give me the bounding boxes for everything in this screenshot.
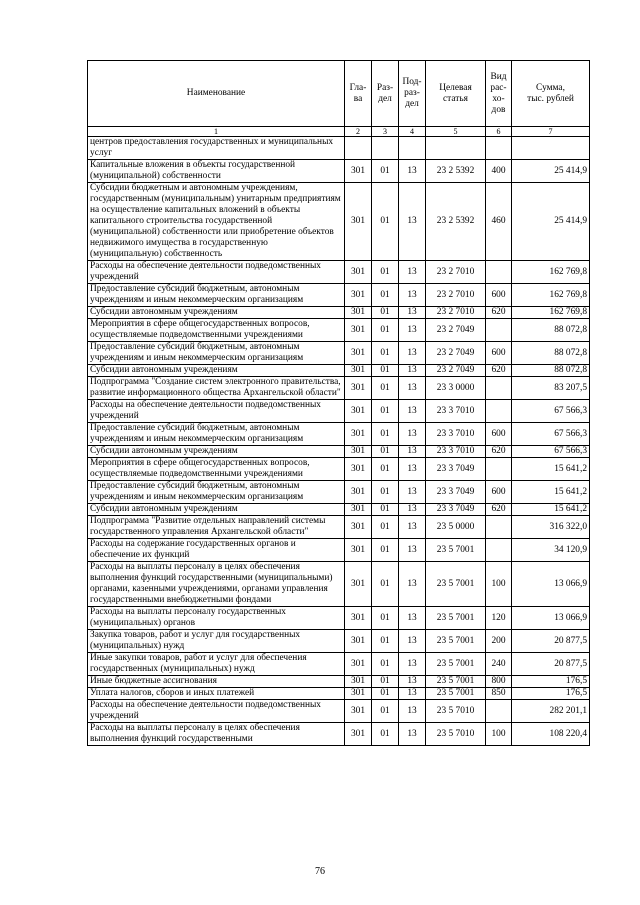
row-target-cell: 23 3 7010 [426, 423, 486, 446]
row-vid-cell: 620 [486, 365, 512, 377]
col-number: 2 [345, 127, 372, 137]
row-glava-cell: 301 [345, 700, 372, 723]
row-podrazdel-cell: 13 [399, 342, 426, 365]
row-podrazdel-cell: 13 [399, 676, 426, 688]
row-razdel-cell: 01 [372, 284, 399, 307]
row-sum-cell: 34 120,9 [512, 539, 590, 562]
row-target-cell: 23 2 7049 [426, 342, 486, 365]
row-sum-cell: 67 566,3 [512, 423, 590, 446]
row-podrazdel-cell: 13 [399, 307, 426, 319]
row-razdel-cell: 01 [372, 539, 399, 562]
table-row [88, 653, 590, 676]
table-row [88, 562, 590, 607]
row-podrazdel-cell: 13 [399, 607, 426, 630]
row-razdel-cell: 01 [372, 342, 399, 365]
row-sum-cell: 67 566,3 [512, 400, 590, 423]
row-target-cell: 23 2 7010 [426, 307, 486, 319]
row-name-cell: Уплата налогов, сборов и иных платежей [88, 688, 345, 700]
row-glava-cell: 301 [345, 342, 372, 365]
row-sum-cell: 25 414,9 [512, 183, 590, 261]
row-podrazdel-cell: 13 [399, 319, 426, 342]
row-sum-cell: 20 877,5 [512, 630, 590, 653]
row-vid-cell: 800 [486, 676, 512, 688]
row-name-cell: Предоставление субсидий бюджетным, автономным учреждениям и иным некоммерческим организациям [88, 342, 345, 365]
row-target-cell: 23 2 7010 [426, 284, 486, 307]
row-sum-cell: 176,5 [512, 676, 590, 688]
row-vid-cell [486, 458, 512, 481]
row-razdel-cell: 01 [372, 504, 399, 516]
row-name-cell: Капитальные вложения в объекты государственной (муниципальной) собственности [88, 160, 345, 183]
row-podrazdel-cell: 13 [399, 653, 426, 676]
row-vid-cell: 620 [486, 446, 512, 458]
row-glava-cell: 301 [345, 688, 372, 700]
row-vid-cell [486, 261, 512, 284]
row-glava-cell: 301 [345, 377, 372, 400]
row-razdel-cell: 01 [372, 365, 399, 377]
row-glava-cell: 301 [345, 400, 372, 423]
column-number-row [88, 127, 590, 137]
row-glava-cell: 301 [345, 365, 372, 377]
row-sum-cell: 162 769,8 [512, 284, 590, 307]
row-sum-cell: 316 322,0 [512, 516, 590, 539]
row-razdel-cell: 01 [372, 261, 399, 284]
row-target-cell: 23 5 7001 [426, 688, 486, 700]
row-sum-cell: 20 877,5 [512, 653, 590, 676]
row-name-cell: Расходы на содержание государственных органов и обеспечение их функций [88, 539, 345, 562]
row-podrazdel-cell: 13 [399, 284, 426, 307]
row-glava-cell: 301 [345, 516, 372, 539]
table-row [88, 400, 590, 423]
row-podrazdel-cell: 13 [399, 688, 426, 700]
table-row [88, 261, 590, 284]
row-razdel-cell: 01 [372, 723, 399, 746]
row-target-cell: 23 3 7049 [426, 481, 486, 504]
row-podrazdel-cell: 13 [399, 183, 426, 261]
row-glava-cell: 301 [345, 307, 372, 319]
row-podrazdel-cell: 13 [399, 516, 426, 539]
row-razdel-cell: 01 [372, 630, 399, 653]
row-vid-cell: 600 [486, 342, 512, 365]
row-vid-cell: 620 [486, 504, 512, 516]
row-podrazdel-cell: 13 [399, 365, 426, 377]
row-razdel-cell: 01 [372, 676, 399, 688]
row-razdel-cell: 01 [372, 562, 399, 607]
row-glava-cell: 301 [345, 284, 372, 307]
row-target-cell: 23 2 5392 [426, 183, 486, 261]
row-vid-cell: 850 [486, 688, 512, 700]
row-glava-cell: 301 [345, 183, 372, 261]
table-row [88, 423, 590, 446]
row-vid-cell: 100 [486, 562, 512, 607]
row-name-cell: Подпрограмма "Создание систем электронного правительства, развитие информационного общества Архангельской области" [88, 377, 345, 400]
row-razdel-cell: 01 [372, 607, 399, 630]
row-target-cell: 23 5 7001 [426, 607, 486, 630]
row-glava-cell: 301 [345, 630, 372, 653]
row-vid-cell: 600 [486, 423, 512, 446]
header-razdel: Раз- дел [372, 61, 399, 127]
row-name-cell: Субсидии автономным учреждениям [88, 504, 345, 516]
row-vid-cell [486, 539, 512, 562]
table-row [88, 377, 590, 400]
row-name-cell: Мероприятия в сфере общегосударственных вопросов, осуществляемые подведомственными учреждениями [88, 458, 345, 481]
header-target: Целевая статья [426, 61, 486, 127]
row-target-cell: 23 5 7001 [426, 562, 486, 607]
row-glava-cell: 301 [345, 423, 372, 446]
row-target-cell: 23 3 7049 [426, 458, 486, 481]
row-razdel-cell: 01 [372, 688, 399, 700]
row-glava-cell: 301 [345, 458, 372, 481]
row-sum-cell [512, 137, 590, 160]
row-glava-cell: 301 [345, 319, 372, 342]
row-glava-cell: 301 [345, 160, 372, 183]
row-glava-cell: 301 [345, 446, 372, 458]
row-glava-cell [345, 137, 372, 160]
row-name-cell: Расходы на выплаты персоналу государственных (муниципальных) органов [88, 607, 345, 630]
row-glava-cell: 301 [345, 261, 372, 284]
table-row [88, 365, 590, 377]
row-sum-cell: 25 414,9 [512, 160, 590, 183]
row-sum-cell: 88 072,8 [512, 342, 590, 365]
row-razdel-cell: 01 [372, 458, 399, 481]
header-podrazdel: Под- раз- дел [399, 61, 426, 127]
row-name-cell: Субсидии автономным учреждениям [88, 446, 345, 458]
row-razdel-cell [372, 137, 399, 160]
row-target-cell [426, 137, 486, 160]
row-razdel-cell: 01 [372, 653, 399, 676]
row-razdel-cell: 01 [372, 516, 399, 539]
header-sum: Сумма, тыс. рублей [512, 61, 590, 127]
row-name-cell: Предоставление субсидий бюджетным, автономным учреждениям и иным некоммерческим организациям [88, 481, 345, 504]
row-target-cell: 23 3 7010 [426, 446, 486, 458]
row-sum-cell: 108 220,4 [512, 723, 590, 746]
row-target-cell: 23 2 5392 [426, 160, 486, 183]
budget-table [87, 60, 590, 746]
row-name-cell: Расходы на обеспечение деятельности подведомственных учреждений [88, 700, 345, 723]
row-razdel-cell: 01 [372, 307, 399, 319]
table-row [88, 700, 590, 723]
row-glava-cell: 301 [345, 504, 372, 516]
table-row [88, 284, 590, 307]
row-vid-cell [486, 377, 512, 400]
table-row [88, 160, 590, 183]
row-target-cell: 23 5 0000 [426, 516, 486, 539]
row-vid-cell: 620 [486, 307, 512, 319]
page-number: 76 [315, 866, 325, 877]
row-podrazdel-cell: 13 [399, 377, 426, 400]
row-target-cell: 23 5 7001 [426, 676, 486, 688]
row-sum-cell: 162 769,8 [512, 261, 590, 284]
row-vid-cell [486, 137, 512, 160]
row-glava-cell: 301 [345, 539, 372, 562]
header-name: Наименование [88, 61, 345, 127]
row-sum-cell: 13 066,9 [512, 562, 590, 607]
row-sum-cell: 15 641,2 [512, 458, 590, 481]
row-sum-cell: 162 769,8 [512, 307, 590, 319]
row-razdel-cell: 01 [372, 183, 399, 261]
row-name-cell: Расходы на выплаты персоналу в целях обеспечения выполнения функций государственными [88, 723, 345, 746]
header-vid: Вид рас- хо- дов [486, 61, 512, 127]
row-vid-cell: 400 [486, 160, 512, 183]
row-glava-cell: 301 [345, 562, 372, 607]
row-sum-cell: 176,5 [512, 688, 590, 700]
row-podrazdel-cell: 13 [399, 700, 426, 723]
table-row [88, 504, 590, 516]
col-number: 3 [372, 127, 399, 137]
col-number: 5 [426, 127, 486, 137]
row-vid-cell [486, 700, 512, 723]
row-sum-cell: 88 072,8 [512, 319, 590, 342]
row-target-cell: 23 5 7001 [426, 653, 486, 676]
row-razdel-cell: 01 [372, 377, 399, 400]
row-podrazdel-cell: 13 [399, 481, 426, 504]
row-name-cell: Закупка товаров, работ и услуг для государственных (муниципальных) нужд [88, 630, 345, 653]
row-name-cell: центров предоставления государственных и муниципальных услуг [88, 137, 345, 160]
row-sum-cell: 15 641,2 [512, 504, 590, 516]
row-podrazdel-cell: 13 [399, 423, 426, 446]
row-glava-cell: 301 [345, 481, 372, 504]
row-target-cell: 23 3 0000 [426, 377, 486, 400]
row-sum-cell: 67 566,3 [512, 446, 590, 458]
row-sum-cell: 88 072,8 [512, 365, 590, 377]
table-row [88, 516, 590, 539]
row-target-cell: 23 2 7049 [426, 365, 486, 377]
row-name-cell: Подпрограмма "Развитие отдельных направлений системы государственного управления Архангельской области" [88, 516, 345, 539]
row-name-cell: Субсидии автономным учреждениям [88, 365, 345, 377]
row-podrazdel-cell: 13 [399, 458, 426, 481]
row-target-cell: 23 5 7010 [426, 723, 486, 746]
row-podrazdel-cell: 13 [399, 723, 426, 746]
row-name-cell: Расходы на выплаты персоналу в целях обеспечения выполнения функций государственными (муниципальными) органами, казенными учреждениями, органами управления государственными внебюджетными фондами [88, 562, 345, 607]
row-target-cell: 23 5 7001 [426, 539, 486, 562]
row-name-cell: Иные закупки товаров, работ и услуг для обеспечения государственных (муниципальных) нужд [88, 653, 345, 676]
col-number: 7 [512, 127, 590, 137]
table-row [88, 446, 590, 458]
row-vid-cell: 600 [486, 284, 512, 307]
row-sum-cell: 83 207,5 [512, 377, 590, 400]
row-vid-cell: 120 [486, 607, 512, 630]
row-name-cell: Субсидии автономным учреждениям [88, 307, 345, 319]
row-razdel-cell: 01 [372, 700, 399, 723]
row-glava-cell: 301 [345, 653, 372, 676]
row-target-cell: 23 2 7049 [426, 319, 486, 342]
row-razdel-cell: 01 [372, 319, 399, 342]
row-target-cell: 23 3 7010 [426, 400, 486, 423]
row-vid-cell: 240 [486, 653, 512, 676]
row-vid-cell: 460 [486, 183, 512, 261]
row-vid-cell: 600 [486, 481, 512, 504]
row-target-cell: 23 5 7010 [426, 700, 486, 723]
row-target-cell: 23 3 7049 [426, 504, 486, 516]
row-name-cell: Предоставление субсидий бюджетным, автономным учреждениям и иным некоммерческим организациям [88, 423, 345, 446]
table-row [88, 539, 590, 562]
table-row [88, 630, 590, 653]
row-vid-cell [486, 516, 512, 539]
table-row [88, 183, 590, 261]
row-glava-cell: 301 [345, 676, 372, 688]
table-row [88, 723, 590, 746]
row-podrazdel-cell: 13 [399, 261, 426, 284]
row-name-cell: Расходы на обеспечение деятельности подведомственных учреждений [88, 400, 345, 423]
row-podrazdel-cell [399, 137, 426, 160]
table-row [88, 319, 590, 342]
row-name-cell: Иные бюджетные ассигнования [88, 676, 345, 688]
row-razdel-cell: 01 [372, 423, 399, 446]
row-vid-cell [486, 400, 512, 423]
col-number: 4 [399, 127, 426, 137]
table-row [88, 607, 590, 630]
row-razdel-cell: 01 [372, 446, 399, 458]
col-number: 1 [88, 127, 345, 137]
table-row [88, 688, 590, 700]
row-podrazdel-cell: 13 [399, 400, 426, 423]
table-row [88, 481, 590, 504]
row-vid-cell [486, 319, 512, 342]
col-number: 6 [486, 127, 512, 137]
row-sum-cell: 282 201,1 [512, 700, 590, 723]
table-row [88, 342, 590, 365]
row-vid-cell: 200 [486, 630, 512, 653]
table-row [88, 137, 590, 160]
row-podrazdel-cell: 13 [399, 446, 426, 458]
header-glava: Гла- ва [345, 61, 372, 127]
row-podrazdel-cell: 13 [399, 630, 426, 653]
row-vid-cell: 100 [486, 723, 512, 746]
table-header-row [88, 61, 590, 127]
row-sum-cell: 15 641,2 [512, 481, 590, 504]
table-row [88, 676, 590, 688]
row-glava-cell: 301 [345, 607, 372, 630]
row-podrazdel-cell: 13 [399, 539, 426, 562]
row-glava-cell: 301 [345, 723, 372, 746]
row-razdel-cell: 01 [372, 160, 399, 183]
row-name-cell: Субсидии бюджетным и автономным учреждениям, государственным (муниципальным) унитарным предприятиям на осуществление капитальных вложений в объекты капитального строительства государственной (муниципальной) собственности или приобретение объектов недвижимого имущества в государственную (муниципальную) собственность [88, 183, 345, 261]
row-razdel-cell: 01 [372, 400, 399, 423]
row-podrazdel-cell: 13 [399, 562, 426, 607]
row-target-cell: 23 5 7001 [426, 630, 486, 653]
table-row [88, 307, 590, 319]
row-podrazdel-cell: 13 [399, 504, 426, 516]
row-name-cell: Расходы на обеспечение деятельности подведомственных учреждений [88, 261, 345, 284]
row-name-cell: Мероприятия в сфере общегосударственных вопросов, осуществляемые подведомственными учреждениями [88, 319, 345, 342]
row-sum-cell: 13 066,9 [512, 607, 590, 630]
row-name-cell: Предоставление субсидий бюджетным, автономным учреждениям и иным некоммерческим организациям [88, 284, 345, 307]
row-podrazdel-cell: 13 [399, 160, 426, 183]
row-target-cell: 23 2 7010 [426, 261, 486, 284]
table-body [88, 137, 590, 746]
table-row [88, 458, 590, 481]
row-razdel-cell: 01 [372, 481, 399, 504]
